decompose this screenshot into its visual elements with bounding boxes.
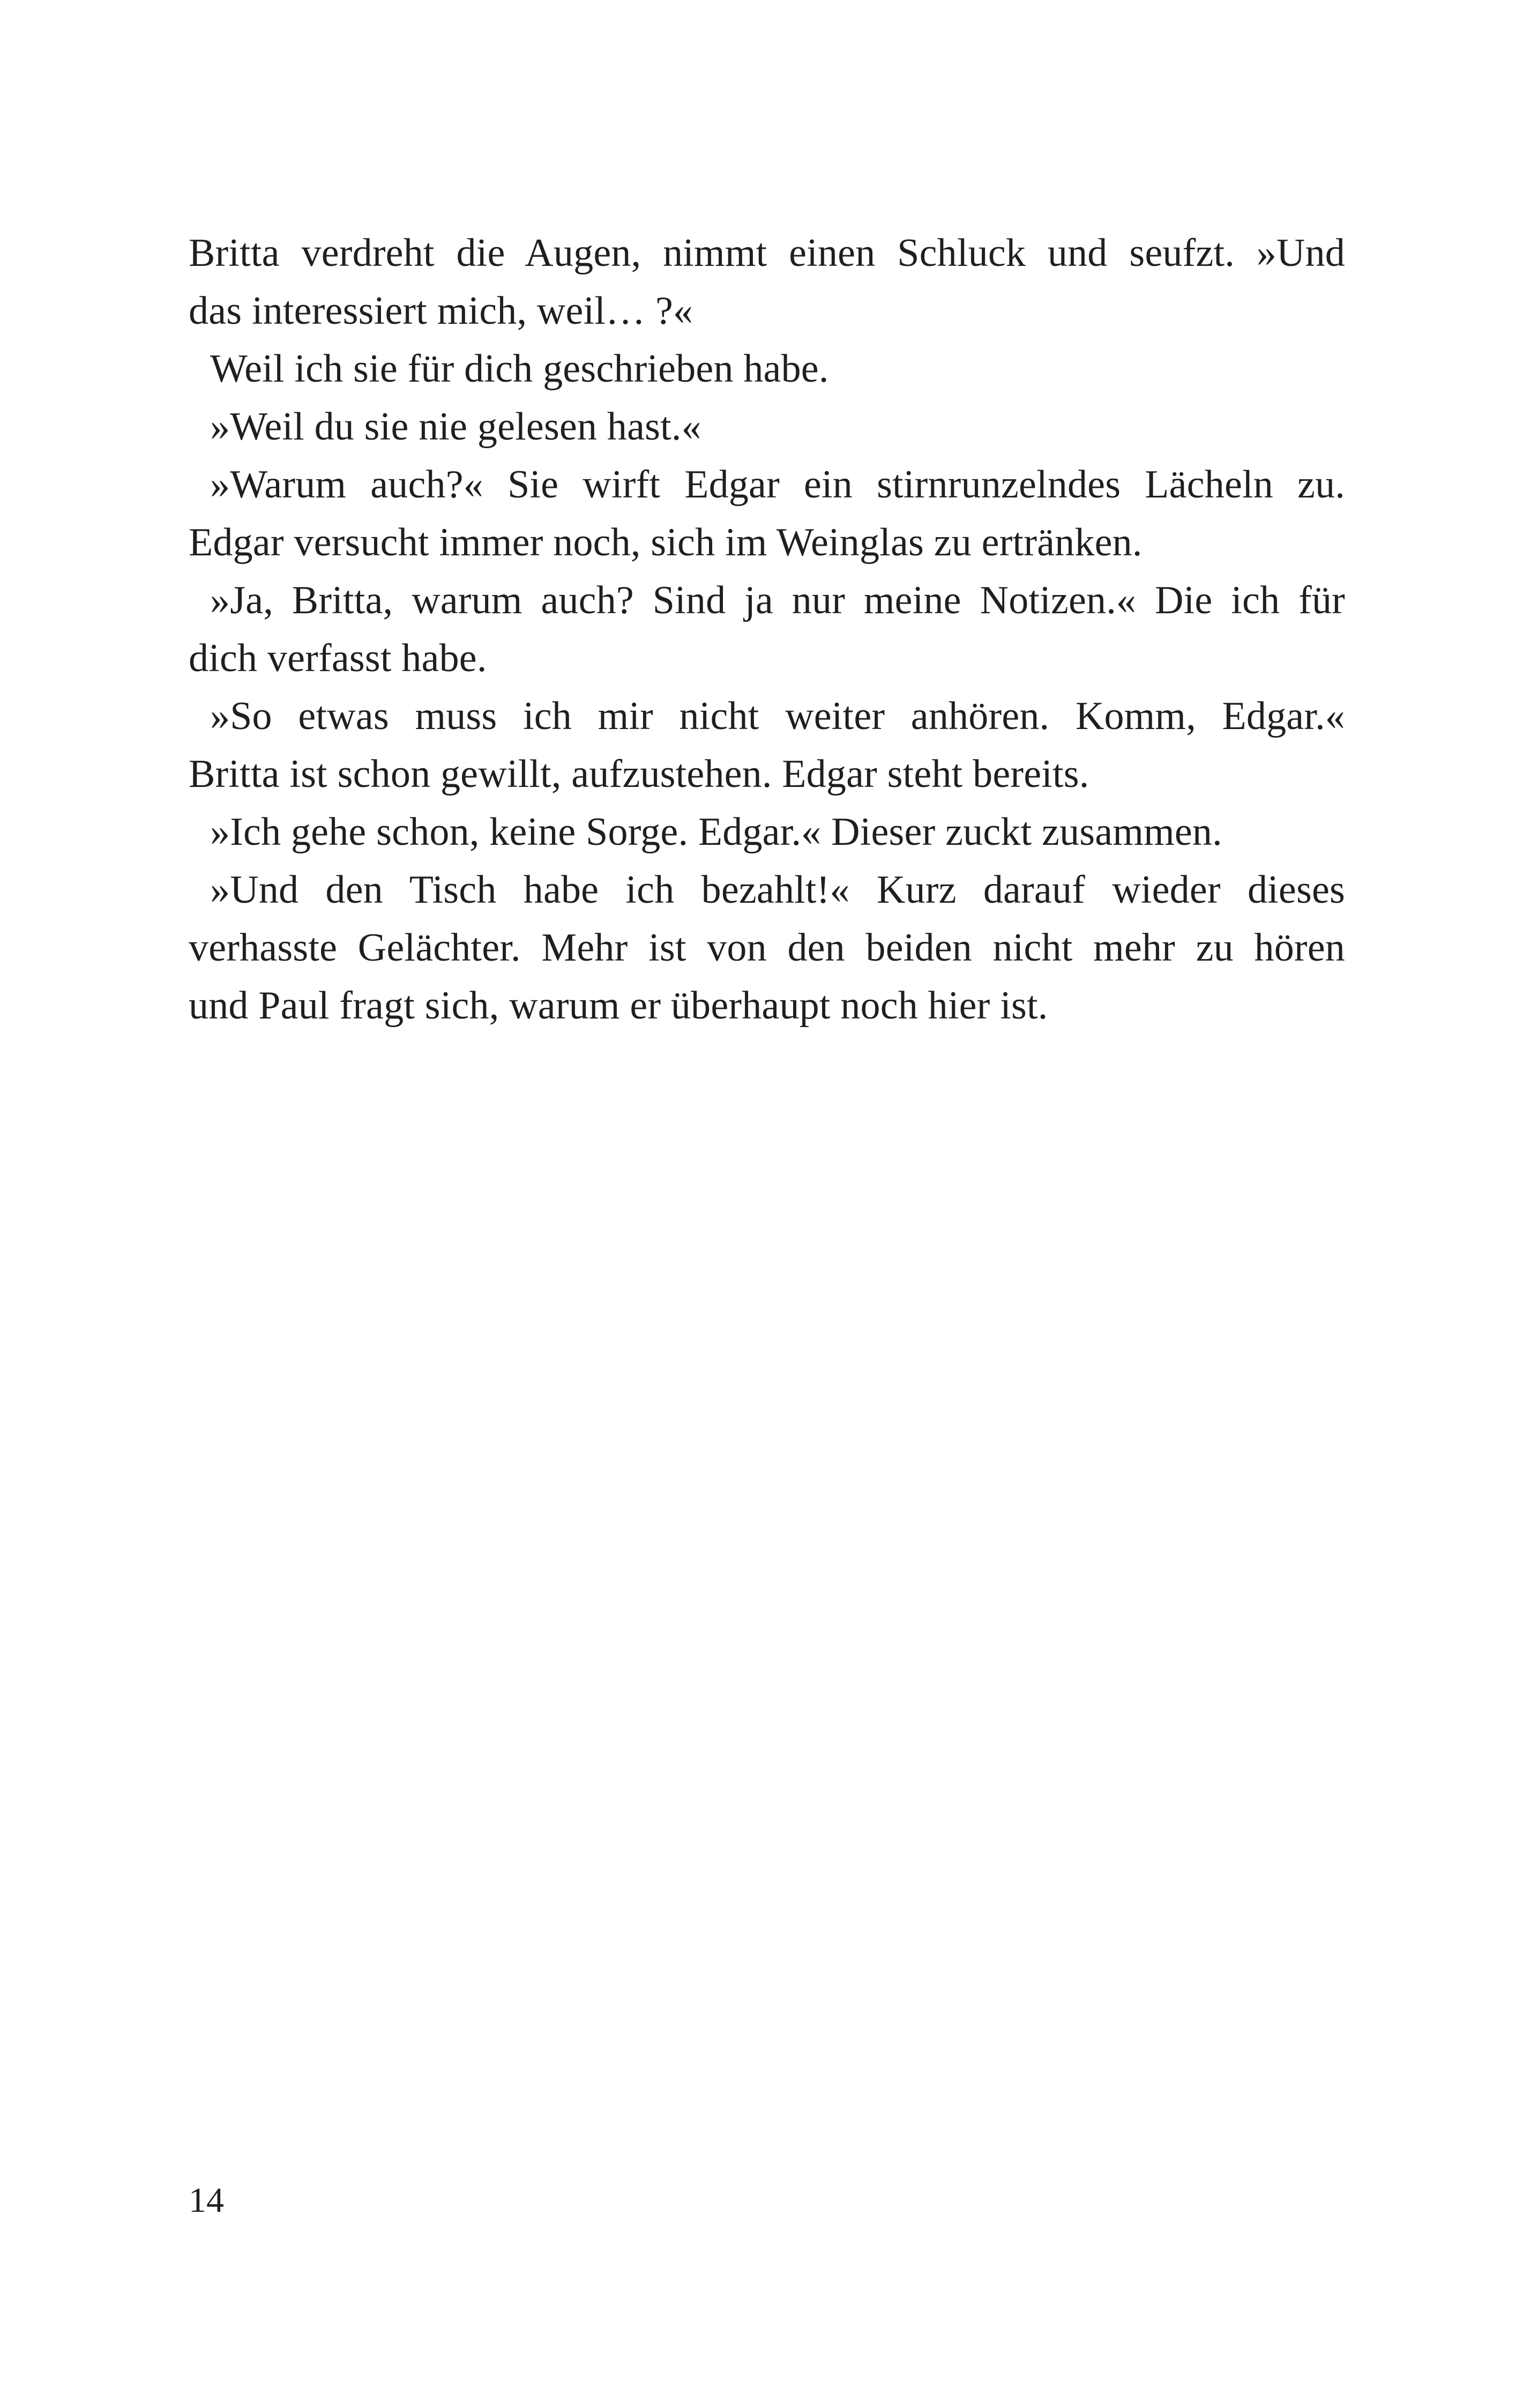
text-line: das interessiert mich, weil… ?«: [189, 289, 693, 333]
text-line: Britta ist schon gewillt, aufzustehen. Edgar steht bereits.: [189, 752, 1089, 796]
text-line: »Ja, Britta, warum auch? Sind ja nur meine Notizen.« Die ich für: [210, 578, 1345, 622]
text-line: »Warum auch?« Sie wirft Edgar ein stirnrunzelndes Lächeln zu.: [210, 463, 1345, 507]
text-line: »Ich gehe schon, keine Sorge. Edgar.« Dieser zuckt zusammen.: [210, 810, 1222, 854]
text-line: Britta verdreht die Augen, nimmt einen Schluck und seufzt. »Und: [189, 231, 1345, 275]
text-line: dich verfasst habe.: [189, 636, 487, 680]
text-line: »Weil du sie nie gelesen hast.«: [210, 405, 701, 449]
text-line: Edgar versucht immer noch, sich im Weinglas zu ertränken.: [189, 521, 1143, 564]
text-line: und Paul fragt sich, warum er überhaupt noch hier ist.: [189, 984, 1048, 1028]
text-line: verhasste Gelächter. Mehr ist von den beiden nicht mehr zu hören: [189, 926, 1345, 970]
body-text: [189, 224, 1345, 1035]
text-line: »Und den Tisch habe ich bezahlt!« Kurz darauf wieder dieses: [210, 868, 1345, 912]
text-line: Weil ich sie für dich geschrieben habe.: [210, 347, 829, 391]
text-line: »So etwas muss ich mir nicht weiter anhören. Komm, Edgar.«: [210, 694, 1345, 738]
page-number: 14: [189, 2181, 224, 2220]
